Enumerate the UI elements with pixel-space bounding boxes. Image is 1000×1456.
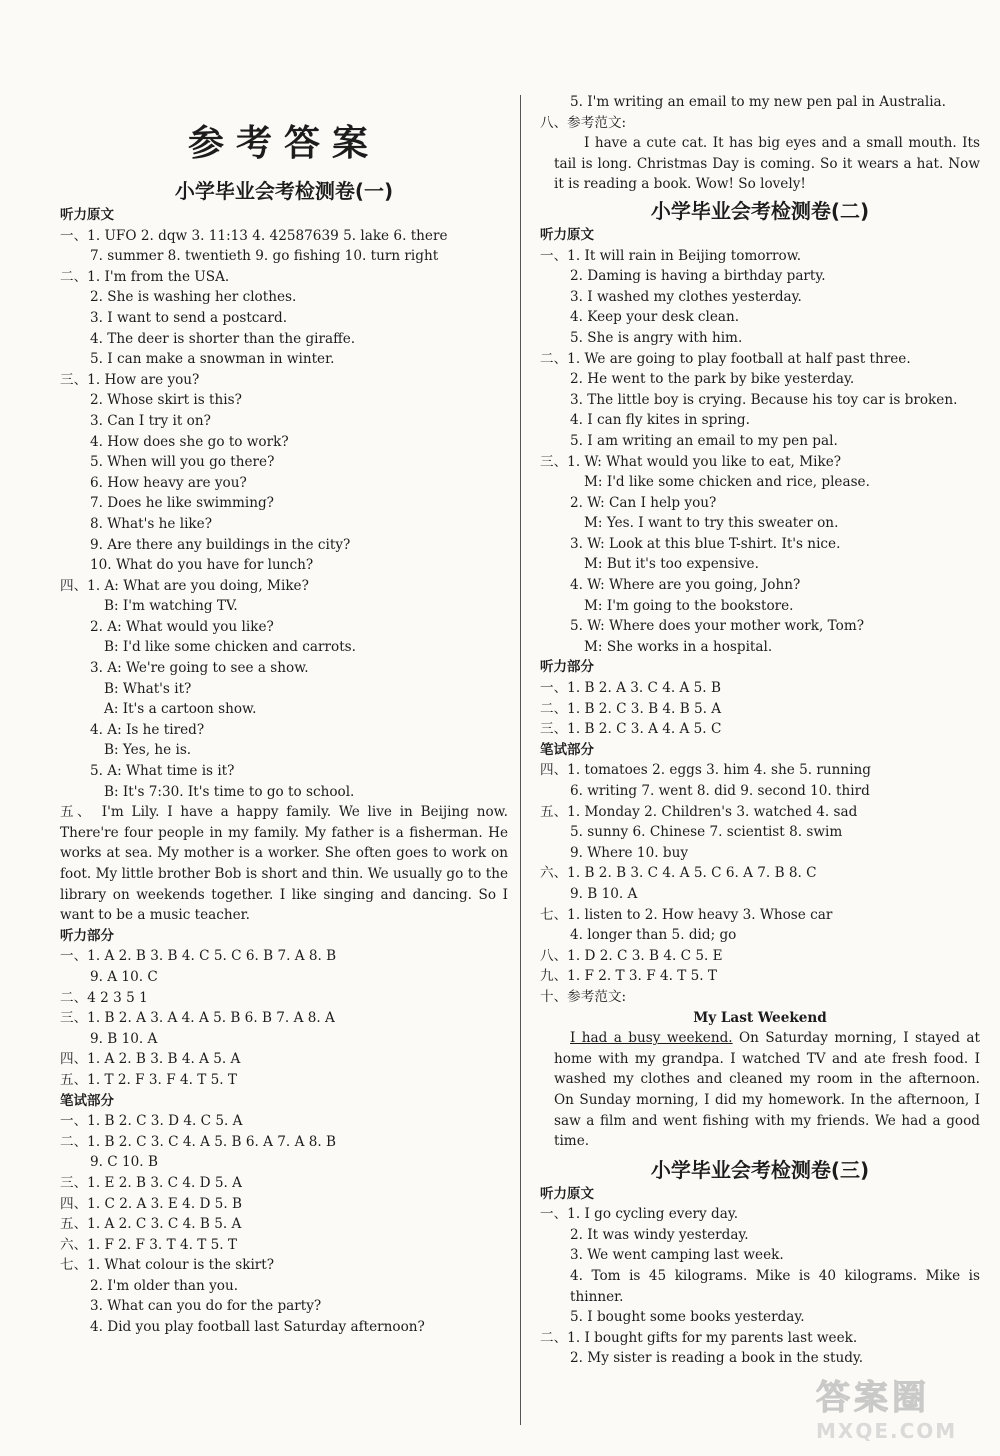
answer-line: 3. A: We're going to see a show. — [90, 660, 309, 677]
answer-line: 4. How does she go to work? — [90, 433, 289, 450]
watermark-logo — [816, 1370, 986, 1443]
answer-line: 2. Daming is having a birthday party. — [570, 268, 826, 285]
answer-line: 四、1. C 2. A 3. E 4. D 5. B — [60, 1195, 242, 1212]
answer-line: 八、1. D 2. C 3. B 4. C 5. E — [540, 947, 723, 964]
essay-body — [540, 1028, 980, 1152]
answer-line: 9. C 10. B — [90, 1154, 158, 1171]
paragraph-eight: I have a cute cat. It has big eyes and a small mouth. Its tail is long. Christmas Day is coming. So it wears a hat. Now it is reading a book. Wow! So lovely! — [554, 135, 980, 193]
answer-line: 二、1. I'm from the USA. — [60, 268, 230, 285]
answer-line: 4. longer than 5. did; go — [570, 927, 737, 944]
answer-line: 2. My sister is reading a book in the study. — [570, 1350, 864, 1367]
subsection-heading: 听力原文 — [540, 226, 594, 243]
answer-line: 3. I want to send a postcard. — [90, 309, 288, 326]
answer-line: B: I'd like some chicken and carrots. — [104, 639, 356, 656]
answer-line: 2. It was windy yesterday. — [570, 1226, 749, 1243]
answer-line: 五、1. A 2. C 3. C 4. B 5. A — [60, 1216, 242, 1233]
subsection-heading: 听力部分 — [540, 659, 594, 676]
right-top-lines — [540, 92, 980, 133]
answer-line: B: It's 7:30. It's time to go to school. — [104, 783, 355, 800]
answer-line: 2. W: Can I help you? — [570, 494, 717, 511]
answer-line: 4. Keep your desk clean. — [570, 309, 740, 326]
answer-line: 9. A 10. C — [90, 968, 158, 985]
answer-line: 六、1. B 2. B 3. C 4. A 5. C 6. A 7. B 8. C — [540, 865, 817, 882]
subsection-heading: 听力原文 — [60, 207, 114, 223]
answer-line: 4. Did you play football last Saturday afternoon? — [90, 1319, 425, 1336]
answer-line: 3. What can you do for the party? — [90, 1298, 322, 1315]
right-column — [540, 92, 980, 1369]
answer-line: 7. summer 8. twentieth 9. go fishing 10. turn right — [90, 248, 439, 265]
answer-line: 3. We went camping last week. — [570, 1247, 784, 1264]
answer-line: 一、1. UFO 2. dqw 3. 11:13 4. 42587639 5. lake 6. there — [60, 227, 448, 244]
answer-line: 3. Can I try it on? — [90, 412, 211, 429]
answer-line: 6. How heavy are you? — [90, 474, 247, 491]
essay-first-sentence: I had a busy weekend. — [570, 1030, 733, 1047]
line-tom: 4. Tom is 45 kilograms. Mike is 40 kilograms. Mike is thinner. — [570, 1268, 980, 1305]
watermark-bottom: MXQE.COM — [816, 1419, 958, 1443]
answer-line: 三、1. B 2. A 3. A 4. A 5. B 6. B 7. A 8. A — [60, 1010, 335, 1027]
answer-line: 一、1. I go cycling every day. — [540, 1206, 739, 1223]
right-lines-3 — [540, 1184, 980, 1266]
paragraph-five: 五、 I'm Lily. I have a happy family. We live in Beijing now. There're four people in my family. My father is a fisherman. He works at sea. My mother is a worker. She often goes to work on foot. My little brother Bob is short and thin. We usually go to the library on weekends together. I like singing and dancing. So I want to be a music teacher. — [60, 804, 508, 924]
answer-line: 一、1. B 2. C 3. D 4. C 5. A — [60, 1113, 243, 1130]
page-title: 参考答案 — [187, 122, 380, 164]
answer-line: 五、1. T 2. F 3. F 4. T 5. T — [60, 1071, 237, 1088]
answer-line: 4. The deer is shorter than the giraffe. — [90, 330, 356, 347]
answer-line: 二、4 2 3 5 1 — [60, 989, 148, 1006]
left-column — [60, 95, 508, 1338]
answer-line: M: I'd like some chicken and rice, please. — [584, 474, 870, 491]
subsection-heading: 笔试部分 — [540, 741, 594, 758]
answer-line: 4. A: Is he tired? — [90, 721, 205, 738]
answer-line: 5. sunny 6. Chinese 7. scientist 8. swim — [570, 824, 843, 841]
left-lines-answers — [60, 926, 508, 1338]
answer-line: B: I'm watching TV. — [104, 598, 238, 615]
right-lines-4 — [540, 1307, 980, 1369]
column-divider — [520, 95, 521, 1425]
answer-line: 6. writing 7. went 8. did 9. second 10. third — [570, 783, 870, 799]
answer-line: 一、1. A 2. B 3. B 4. C 5. C 6. B 7. A 8. B — [60, 948, 337, 965]
subsection-heading: 笔试部分 — [60, 1092, 114, 1109]
answer-line: 9. Where 10. buy — [570, 844, 689, 861]
answer-line: B: Yes, he is. — [104, 742, 192, 759]
answer-line: 二、1. B 2. C 3. B 4. B 5. A — [540, 700, 722, 717]
answer-line: 2. She is washing her clothes. — [90, 289, 297, 306]
essay-title: My Last Weekend — [693, 1009, 827, 1026]
answer-line: 六、1. F 2. F 3. T 4. T 5. T — [60, 1236, 237, 1253]
answer-line: 9. B 10. A — [570, 885, 638, 902]
answer-line: 5. A: What time is it? — [90, 763, 235, 780]
answer-line: 3. I washed my clothes yesterday. — [570, 288, 802, 305]
answer-line: A: It's a cartoon show. — [104, 701, 257, 718]
answer-line: 5. When will you go there? — [90, 454, 275, 471]
answer-line: M: Yes. I want to try this sweater on. — [584, 515, 839, 532]
answer-line: M: But it's too expensive. — [584, 556, 759, 573]
answer-line: 7. Does he like swimming? — [90, 495, 274, 512]
answer-line: 5. I bought some books yesterday. — [570, 1309, 805, 1326]
answer-line: B: What's it? — [104, 680, 192, 697]
answer-line: 5. I can make a snowman in winter. — [90, 351, 335, 368]
answer-line: M: I'm going to the bookstore. — [584, 597, 794, 614]
answer-line: 三、1. B 2. C 3. A 4. A 5. C — [540, 721, 722, 738]
answer-line: 二、1. B 2. C 3. C 4. A 5. B 6. A 7. A 8. B — [60, 1133, 336, 1150]
answer-line: 5. I'm writing an email to my new pen pal in Australia. — [570, 94, 946, 110]
answer-line: 二、1. I bought gifts for my parents last week. — [540, 1329, 858, 1346]
answer-line: 10. What do you have for lunch? — [90, 557, 314, 574]
answer-line: 一、1. It will rain in Beijing tomorrow. — [540, 247, 802, 264]
answer-line: 四、1. A: What are you doing, Mike? — [60, 577, 309, 594]
answer-line: M: She works in a hospital. — [584, 638, 773, 655]
answer-line: 三、1. E 2. B 3. C 4. D 5. A — [60, 1174, 242, 1191]
watermark-top: 答案圈 — [816, 1378, 930, 1418]
answer-line: 三、1. W: What would you like to eat, Mike? — [540, 453, 842, 470]
answer-line: 4. W: Where are you going, John? — [570, 577, 801, 594]
answer-line: 4. I can fly kites in spring. — [570, 412, 750, 429]
answer-line: 9. Are there any buildings in the city? — [90, 536, 351, 553]
answer-line: 2. Whose skirt is this? — [90, 392, 242, 409]
section-title-1: 小学毕业会考检测卷(一) — [174, 179, 394, 203]
answer-line: 十、参考范文: — [540, 988, 627, 1005]
right-lines — [540, 225, 980, 1008]
answer-line: 八、参考范文: — [540, 114, 627, 131]
section-title-2: 小学毕业会考检测卷(二) — [650, 198, 870, 223]
answer-line: 5. W: Where does your mother work, Tom? — [570, 618, 865, 635]
essay-rest: On Saturday morning, I stayed at home with my grandpa. I watched TV and ate fresh food. I washed my clothes and cleaned my room in the afternoon. On Sunday morning, I did my homework. In the afternoon, I saw a film and went fishing with my friends. We had a good time. — [554, 1030, 980, 1150]
answer-line: 四、1. tomatoes 2. eggs 3. him 4. she 5. running — [540, 762, 871, 779]
answer-line: 2. He went to the park by bike yesterday. — [570, 371, 855, 388]
answer-line: 四、1. A 2. B 3. B 4. A 5. A — [60, 1051, 241, 1068]
answer-line: 3. The little boy is crying. Because his toy car is broken. — [570, 391, 958, 408]
answer-line: 5. She is angry with him. — [570, 329, 743, 346]
left-lines — [60, 205, 508, 802]
answer-line: 8. What's he like? — [90, 515, 213, 532]
answer-line: 3. W: Look at this blue T-shirt. It's nice. — [570, 535, 841, 552]
answer-line: 五、1. Monday 2. Children's 3. watched 4. sad — [540, 803, 858, 820]
section-title-3: 小学毕业会考检测卷(三) — [650, 1157, 870, 1182]
answer-line: 2. I'm older than you. — [90, 1277, 239, 1294]
answer-line: 七、1. What colour is the skirt? — [60, 1257, 275, 1274]
answer-line: 9. B 10. A — [90, 1030, 158, 1047]
answer-line: 七、1. listen to 2. How heavy 3. Whose car — [540, 906, 833, 923]
answer-line: 三、1. How are you? — [60, 371, 200, 388]
answer-line: 九、1. F 2. T 3. F 4. T 5. T — [540, 968, 717, 985]
answer-line: 一、1. B 2. A 3. C 4. A 5. B — [540, 680, 721, 697]
answer-line: 5. I am writing an email to my pen pal. — [570, 432, 838, 449]
answer-line: 2. A: What would you like? — [90, 618, 274, 635]
subsection-heading: 听力部分 — [60, 927, 114, 944]
subsection-heading: 听力原文 — [540, 1185, 594, 1202]
answer-line: 二、1. We are going to play football at half past three. — [540, 350, 911, 367]
